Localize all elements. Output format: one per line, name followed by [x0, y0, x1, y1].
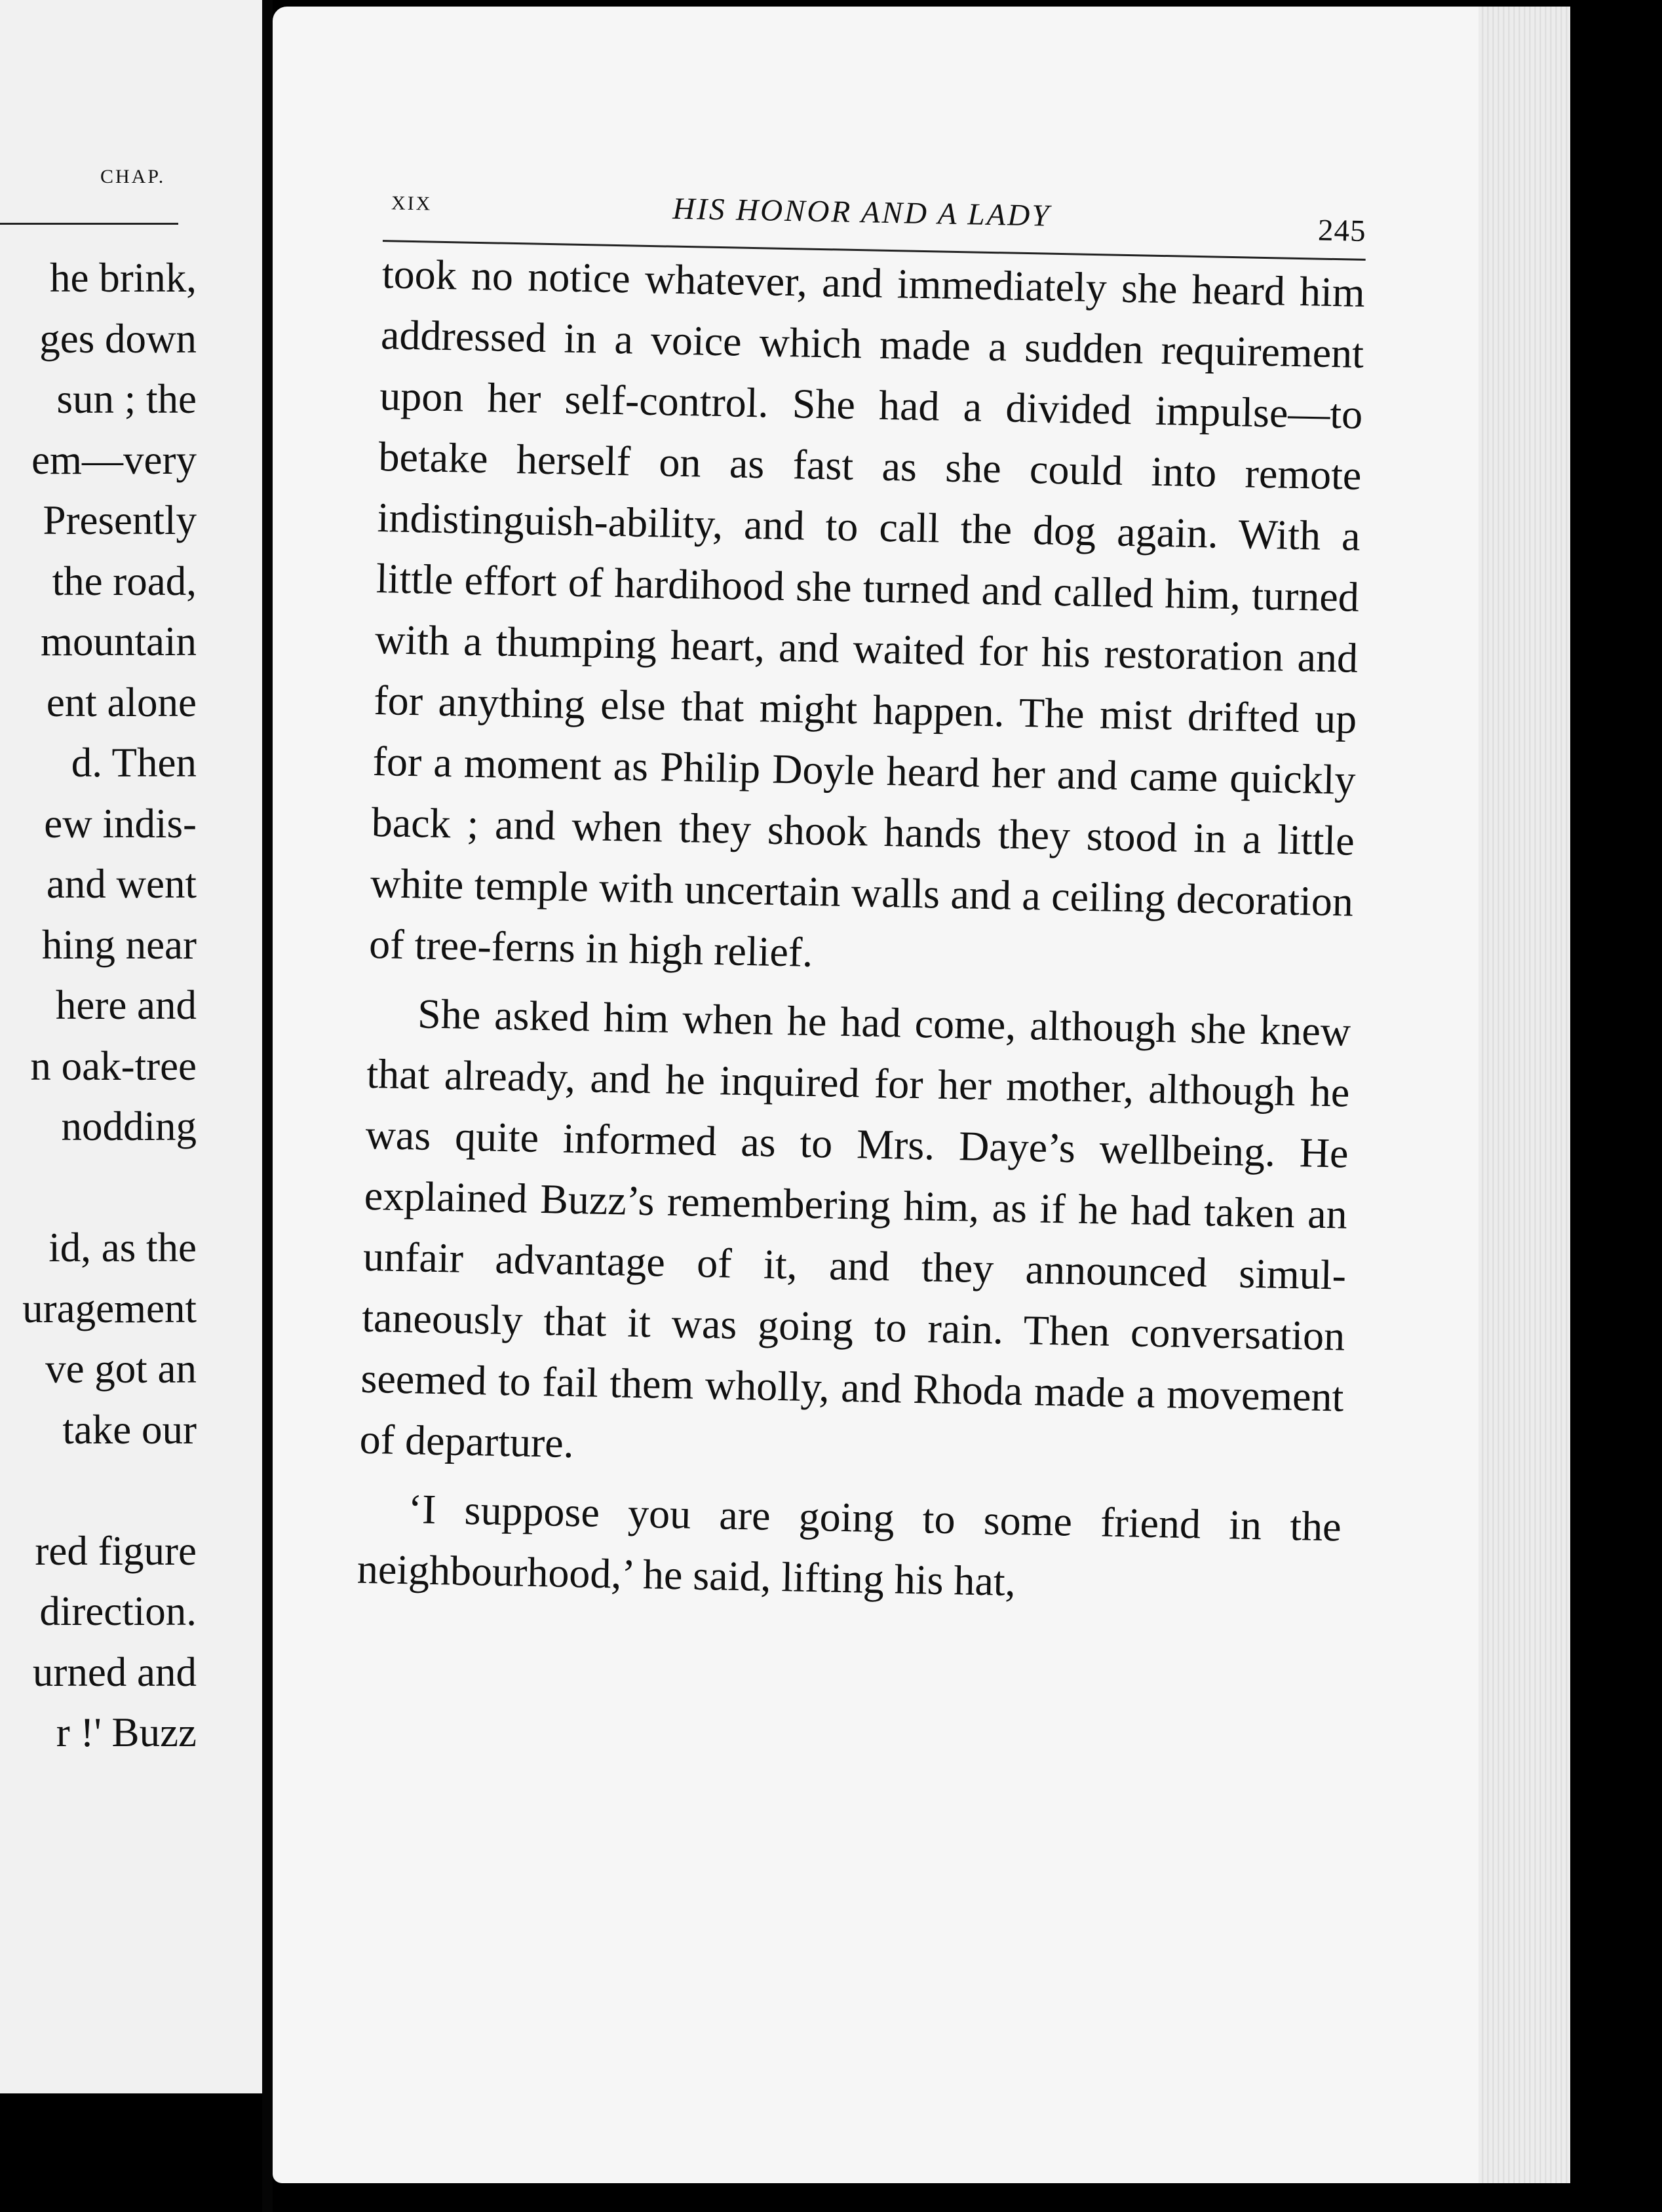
chapter-numeral: XIX — [391, 192, 433, 215]
facing-page-line: ent alone — [46, 679, 197, 725]
facing-page-line: direction. — [39, 1588, 197, 1634]
facing-page-line: he brink, — [50, 255, 197, 301]
paragraph: She asked him when he had come, although she knew that already, and he inquired for her mother, although he was quite informed as to Mrs. Daye’s wellbeing. He explained Buzz’s remembering him, as if he had taken an unfair advantage of it, and they announced simul-taneously that it was going to rain. Then conversation seemed to fail them wholly, and Rhoda made a movement of departure. — [359, 990, 1351, 1467]
facing-page-line: hing near — [41, 921, 197, 968]
facing-page-line: ve got an — [45, 1346, 197, 1392]
facing-page-line: id, as the — [48, 1225, 197, 1270]
facing-page-line: n oak-tree — [30, 1042, 197, 1089]
facing-page-line: urned and — [32, 1649, 197, 1695]
facing-page-line: nodding — [61, 1103, 197, 1149]
facing-page-line: Presently — [43, 497, 197, 543]
paragraph: took no notice whatever, and immediately she heard him addressed in a voice which made a sudden requirement upon her self-control. She had a divided impulse—to betake herself on as fast as she could into remote indistinguish-ability, and to call the dog again. With a little effort of hardihood she turned and called him, turned with a thumping heart, and waited for his restoration and for anything else that might happen. The mist drifted up for a moment as Philip Doyle heard her and came quickly back ; and when they shook hands they stood in a little white temple with uncertain walls and a ceiling decoration of tree-ferns in high relief. — [368, 250, 1366, 976]
facing-page-line: ew indis- — [44, 800, 197, 847]
facing-page-paragraph-gap — [22, 1157, 197, 1218]
facing-page-line: d. Then — [71, 740, 197, 786]
running-title: HIS HONOR AND A LADY — [672, 191, 1051, 233]
facing-page-heading: CHAP. — [100, 166, 166, 187]
facing-page-line: sun ; the — [56, 376, 197, 422]
facing-page-line: uragement — [22, 1285, 197, 1331]
facing-page-header-rule — [0, 223, 178, 225]
page-number: 245 — [1317, 213, 1367, 248]
facing-page-line: ges down — [39, 315, 197, 362]
facing-page-line: and went — [46, 861, 197, 907]
facing-page-line: the road, — [52, 558, 197, 604]
facing-page — [0, 0, 262, 2093]
facing-page-text — [22, 248, 197, 1763]
body-text — [317, 242, 1378, 1618]
facing-page-paragraph-gap — [22, 1460, 197, 1521]
paragraph: ‘I suppose you are going to some friend in the neighbourhood,’ he said, lifting his hat, — [357, 1485, 1342, 1605]
facing-page-line: mountain — [41, 619, 197, 664]
facing-page-line: r !' Buzz — [56, 1709, 197, 1755]
facing-page-line: em—very — [31, 436, 197, 483]
page-content — [317, 170, 1380, 1618]
page-edges — [1478, 7, 1570, 2183]
book-gutter — [262, 0, 273, 2212]
book-page — [273, 7, 1570, 2183]
facing-page-line: red figure — [35, 1527, 197, 1574]
facing-page-line: here and — [55, 982, 197, 1028]
facing-page-line: take our — [62, 1406, 197, 1453]
